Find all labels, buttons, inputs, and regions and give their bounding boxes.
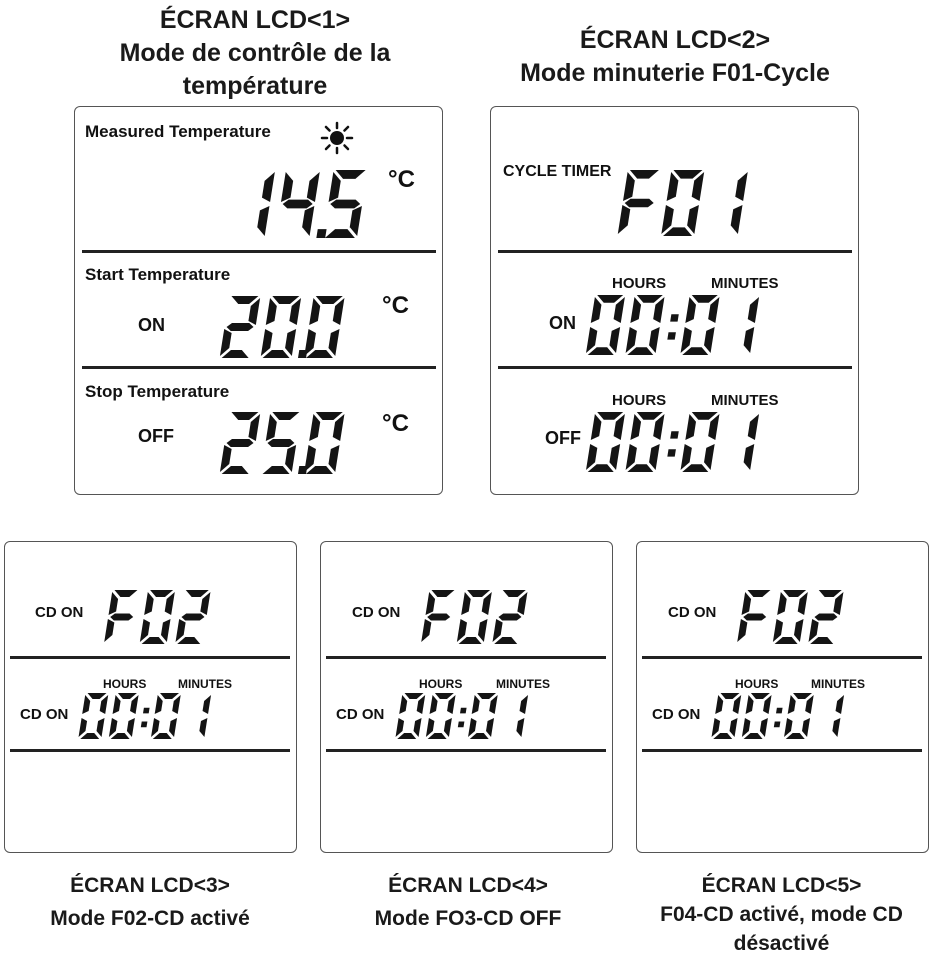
lcd1-measured-label: Measured Temperature <box>85 122 271 141</box>
lcd4-mode-value <box>423 590 536 644</box>
lcd3-timer-side-label: CD ON <box>20 706 69 723</box>
lcd5-subtitle-line1: F04-CD activé, mode CD <box>660 903 903 926</box>
lcd-digit-0 <box>625 295 665 355</box>
lcd-digit-0 <box>680 295 720 355</box>
lcd-digit-0 <box>457 590 493 644</box>
lcd4-title: ÉCRAN LCD<4> <box>388 874 548 897</box>
lcd3-subtitle-line1: Mode F02-CD activé <box>50 907 250 930</box>
lcd-colon-dot <box>141 722 148 728</box>
lcd-digit-2 <box>492 590 528 644</box>
lcd-digit-0 <box>773 590 809 644</box>
lcd-digit-0 <box>680 412 720 472</box>
lcd2-divider-1 <box>498 250 852 253</box>
lcd-colon-dot <box>667 332 676 339</box>
lcd3-mode-label: CD ON <box>35 604 84 621</box>
lcd-digit-F <box>618 170 659 234</box>
lcd3-caption <box>0 871 300 933</box>
lcd-decimal-point <box>316 229 326 238</box>
lcd5-hours-label: HOURS <box>735 677 779 691</box>
lcd-colon-dot <box>460 708 467 714</box>
lcd-colon-dot <box>458 722 465 728</box>
lcd-digit-0 <box>784 693 814 739</box>
lcd-digit-0 <box>304 412 345 474</box>
lcd2-on-minutes-label: MINUTES <box>711 275 779 292</box>
lcd-colon-dot <box>774 722 781 728</box>
lcd4-divider-1 <box>326 656 606 659</box>
lcd5-minutes-label: MINUTES <box>811 677 865 691</box>
lcd4-timer-value <box>397 693 536 739</box>
lcd-digit-0 <box>426 693 456 739</box>
lcd-digit-0 <box>151 693 181 739</box>
lcd-digit-2 <box>220 296 261 358</box>
lcd-digit-0 <box>261 296 302 358</box>
lcd1-stop-unit: °C <box>382 410 409 437</box>
lcd-digit-0 <box>586 412 626 472</box>
lcd-digit-1 <box>742 414 759 470</box>
sun-icon <box>320 121 354 155</box>
lcd-digit-0 <box>711 693 741 739</box>
lcd-colon-dot <box>143 708 150 714</box>
lcd4-minutes-label: MINUTES <box>496 677 550 691</box>
lcd-digit-4 <box>276 172 320 236</box>
lcd1-stop-side-label: OFF <box>138 426 174 446</box>
lcd-digit-0 <box>395 693 425 739</box>
lcd5-mode-value <box>739 590 852 644</box>
lcd1-stop-label: Stop Temperature <box>85 382 230 401</box>
lcd2-divider-2 <box>498 366 852 369</box>
lcd1-title: ÉCRAN LCD<1> <box>159 6 351 34</box>
lcd1-divider-2 <box>82 366 436 369</box>
lcd1-start-unit: °C <box>382 292 409 319</box>
lcd1-measured-unit: °C <box>388 166 415 193</box>
lcd-digit-0 <box>78 693 108 739</box>
lcd1-subtitle-line1: Mode de contrôle de la <box>119 39 391 67</box>
lcd3-mode-value <box>106 590 219 644</box>
lcd-digit-1 <box>515 695 528 737</box>
lcd-colon-dot <box>667 449 676 456</box>
lcd2-caption <box>470 24 880 90</box>
lcd5-divider-1 <box>642 656 922 659</box>
lcd-colon-dot <box>670 431 679 438</box>
lcd3-divider-1 <box>10 656 290 659</box>
lcd4-subtitle-line1: Mode FO3-CD OFF <box>374 907 562 930</box>
lcd-digit-0 <box>625 412 665 472</box>
lcd-colon-dot <box>776 708 783 714</box>
lcd1-stop-value <box>222 412 355 474</box>
lcd5-caption <box>622 871 941 958</box>
lcd2-subtitle-line1: Mode minuterie F01-Cycle <box>520 59 830 87</box>
lcd1-start-label: Start Temperature <box>85 265 231 284</box>
lcd1-start-side-label: ON <box>138 315 165 335</box>
lcd2-mode-value <box>620 170 759 236</box>
lcd-digit-0 <box>140 590 176 644</box>
lcd-digit-0 <box>109 693 139 739</box>
lcd-digit-2 <box>808 590 844 644</box>
lcd-digit-1 <box>256 172 275 236</box>
lcd5-mode-label: CD ON <box>668 604 717 621</box>
lcd-digit-1 <box>729 172 747 234</box>
lcd-digit-0 <box>586 295 626 355</box>
lcd4-caption <box>318 871 618 933</box>
lcd-digit-F <box>737 590 770 642</box>
lcd-digit-0 <box>661 170 704 236</box>
lcd-digit-2 <box>220 412 261 474</box>
lcd-digit-5 <box>323 170 368 238</box>
lcd-digit-0 <box>468 693 498 739</box>
lcd3-title: ÉCRAN LCD<3> <box>70 874 230 897</box>
lcd1-caption <box>60 4 450 103</box>
lcd-digit-0 <box>304 296 345 358</box>
lcd-colon-dot <box>670 314 679 321</box>
lcd2-on-side-label: ON <box>549 313 576 333</box>
lcd2-off-side-label: OFF <box>545 428 581 448</box>
lcd2-off-minutes-label: MINUTES <box>711 392 779 409</box>
lcd2-mode-label: CYCLE TIMER <box>503 163 612 180</box>
lcd-digit-5 <box>261 412 302 474</box>
lcd1-divider-1 <box>82 250 436 253</box>
lcd-digit-F <box>421 590 454 642</box>
lcd-digit-1 <box>831 695 844 737</box>
lcd-digit-2 <box>175 590 211 644</box>
lcd2-title: ÉCRAN LCD<2> <box>579 26 771 54</box>
lcd4-hours-label: HOURS <box>419 677 463 691</box>
lcd5-timer-side-label: CD ON <box>652 706 701 723</box>
lcd2-on-value <box>588 295 769 355</box>
lcd3-hours-label: HOURS <box>103 677 147 691</box>
lcd-digit-0 <box>742 693 772 739</box>
lcd5-timer-value <box>713 693 852 739</box>
lcd-digit-1 <box>742 297 759 353</box>
lcd4-timer-side-label: CD ON <box>336 706 385 723</box>
lcd1-measured-value <box>233 170 379 238</box>
lcd-digit-F <box>104 590 137 642</box>
lcd3-minutes-label: MINUTES <box>178 677 232 691</box>
lcd4-divider-2 <box>326 749 606 752</box>
lcd2-on-hours-label: HOURS <box>612 275 667 292</box>
lcd3-divider-2 <box>10 749 290 752</box>
lcd5-title: ÉCRAN LCD<5> <box>701 874 862 897</box>
lcd4-mode-label: CD ON <box>352 604 401 621</box>
lcd1-start-value <box>222 296 355 358</box>
lcd5-divider-2 <box>642 749 922 752</box>
lcd5-subtitle-line2: désactivé <box>733 932 830 955</box>
lcd2-off-hours-label: HOURS <box>612 392 667 409</box>
lcd3-timer-value <box>80 693 219 739</box>
lcd2-off-value <box>588 412 769 472</box>
lcd1-subtitle-line2: température <box>182 72 328 100</box>
lcd-digit-1 <box>198 695 211 737</box>
